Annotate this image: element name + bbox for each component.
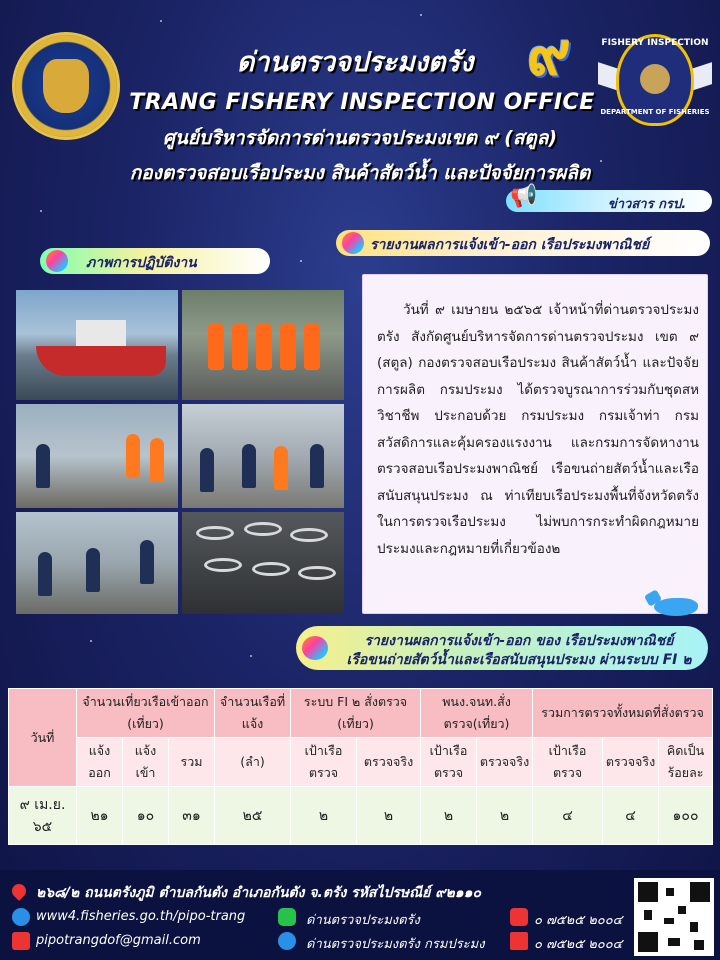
- col-officer-actual: ตรวจจริง: [477, 738, 533, 787]
- col-group-officer: พนง.จนท.สั่งตรวจ(เที่ยว): [421, 689, 533, 738]
- qr-module: [666, 888, 674, 896]
- cell-fi2-target: ๒: [291, 787, 357, 845]
- table-row: [9, 787, 713, 845]
- star: [160, 20, 162, 22]
- person: [310, 444, 324, 488]
- col-group-total: รวมการตรวจทั้งหมดที่สั่งตรวจ: [533, 689, 713, 738]
- fish-icon: [244, 522, 282, 536]
- fish-icon: [302, 636, 328, 660]
- fish-icon: [204, 558, 242, 572]
- person: [232, 324, 248, 370]
- col-unit: (ลำ): [215, 738, 291, 787]
- person: [208, 324, 224, 370]
- photo-pier-inspection: [16, 512, 178, 614]
- col-percent: คิดเป็นร้อยละ: [659, 738, 713, 787]
- photo-fishing-boat: [16, 290, 178, 400]
- footer-website[interactable]: www4.fisheries.go.th/pipo-trang: [36, 909, 246, 924]
- person: [280, 324, 296, 370]
- person: [126, 434, 140, 478]
- fish-icon: [46, 250, 68, 272]
- report-paragraph: วันที่ ๙ เมษายน ๒๕๖๕ เจ้าหน้าที่ด่านตรวจประมงตรัง สังกัดศูนย์บริหารจัดการด่านตรวจประมง เขต ๙ (สตูล) กองตรวจสอบเรือประมง สินค้าสัตว์น้ำ และปัจจัยการผลิต กรมประมง ได้ตรวจบูรณาการร่วมกับชุดสหวิชาชีพ ประกอบด้วย กรมประมง กรมเจ้าท่า กรมสวัสดิการและคุ้มครองแรงงาน และกรมการจัดหางาน ตรวจสอบเรือประมงพาณิชย์ เรือขนถ่ายสัตว์น้ำและเรือสนับสนุนประมง ณ ท่าเทียบเรือประมงพื้นที่จังหวัดตรัง ในการตรวจเรือประมง ไม่พบการกระทำผิดกฎหมายประมงและกฎหมายที่เกี่ยวข้อง๒: [377, 302, 699, 557]
- col-group-fi2: ระบบ FI ๒ สั่งตรวจ (เที่ยว): [291, 689, 421, 738]
- cell-officer-target: ๒: [421, 787, 477, 845]
- footer-line[interactable]: ด่านตรวจประมงตรัง: [306, 913, 420, 928]
- person: [304, 324, 320, 370]
- person: [86, 548, 100, 592]
- col-out: แจ้งออก: [77, 738, 123, 787]
- footer-email[interactable]: pipotrangdof@gmail.com: [36, 933, 201, 948]
- col-total-actual: ตรวจจริง: [603, 738, 659, 787]
- col-date: วันที่: [9, 689, 77, 787]
- cell-sum: ๓๑: [169, 787, 215, 845]
- department-of-fisheries-logo: [12, 32, 120, 140]
- col-fi2-actual: ตรวจจริง: [357, 738, 421, 787]
- person: [140, 540, 154, 584]
- cell-officer-actual: ๒: [477, 787, 533, 845]
- qr-finder: [690, 882, 710, 902]
- cell-total-actual: ๔: [603, 787, 659, 845]
- fishery-inspection-logo: [596, 34, 714, 126]
- photo-fish-catch: [182, 512, 344, 614]
- col-group-trips: จำนวนเที่ยวเรือเข้าออก (เที่ยว): [77, 689, 215, 738]
- fi2-label-line2: เรือขนถ่ายสัตว์น้ำและเรือสนับสนุนประมง ผ่านระบบ FI ๒: [346, 652, 692, 668]
- globe-icon: [12, 908, 30, 926]
- footer-fax: ๐ ๗๕๒๕ ๒๐๐๔: [534, 937, 623, 952]
- emblem-icon: [640, 64, 670, 94]
- fax-icon: [510, 932, 528, 950]
- cell-total-target: ๔: [533, 787, 603, 845]
- region-number-badge: ๙: [527, 19, 571, 89]
- news-badge: [506, 184, 712, 212]
- table-subheader-row: [9, 738, 713, 787]
- cell-date: ๙ เม.ย. ๖๕: [9, 787, 77, 845]
- page-title-thai: ด่านตรวจประมงตรัง: [236, 47, 474, 78]
- whale-body: [654, 598, 698, 616]
- facebook-icon: [278, 932, 296, 950]
- activities-label-text: ภาพการปฏิบัติงาน: [86, 255, 197, 271]
- person: [36, 444, 50, 488]
- star: [300, 260, 302, 262]
- person: [38, 552, 52, 596]
- line-icon: [278, 908, 296, 926]
- star: [90, 640, 92, 642]
- person: [150, 438, 164, 482]
- fish-icon: [290, 528, 328, 542]
- phone-icon: [510, 908, 528, 926]
- person: [274, 446, 288, 490]
- fish-icon: [342, 232, 364, 254]
- cell-out: ๒๑: [77, 787, 123, 845]
- person: [200, 448, 214, 492]
- photo-inspection-team: [182, 290, 344, 400]
- boat-hull: [36, 346, 166, 376]
- emblem-icon: [43, 59, 89, 113]
- fish-icon: [196, 526, 234, 540]
- col-sum: รวม: [169, 738, 215, 787]
- megaphone-icon: 📢: [510, 184, 538, 209]
- cell-in: ๑๐: [123, 787, 169, 845]
- fish-icon: [298, 566, 336, 580]
- fi2-label-line1: รายงานผลการแจ้งเข้า-ออก ของ เรือประมงพาณิชย์: [364, 633, 674, 649]
- page-title-english: TRANG FISHERY INSPECTION OFFICE: [129, 90, 595, 115]
- page-subtitle-division: กองตรวจสอบเรือประมง สินค้าสัตว์น้ำ และปัจจัยการผลิต: [129, 162, 591, 184]
- qr-code[interactable]: [634, 878, 714, 956]
- boat-cabin: [76, 320, 126, 348]
- star: [40, 210, 42, 212]
- qr-module: [644, 910, 652, 920]
- qr-module: [664, 918, 674, 924]
- fish-icon: [252, 562, 290, 576]
- col-fi2-target: เป้าเรือตรวจ: [291, 738, 357, 787]
- qr-module: [678, 906, 686, 914]
- email-icon: [12, 932, 30, 950]
- col-in: แจ้งเข้า: [123, 738, 169, 787]
- qr-module: [690, 922, 698, 932]
- qr-finder: [638, 932, 658, 952]
- fi2-report-label: [296, 626, 708, 670]
- logo-text-top: FISHERY INSPECTION: [601, 38, 709, 48]
- person: [242, 444, 256, 488]
- qr-module: [668, 938, 680, 946]
- footer-address: ๒๖๘/๒ ถนนตรังภูมิ ตำบลกันตัง อำเภอกันตัง จ.ตรัง รหัสไปรษณีย์ ๙๒๑๑๐: [36, 885, 482, 901]
- news-badge-label: ข่าวสาร กรป.: [607, 197, 687, 212]
- cell-boats: ๒๕: [215, 787, 291, 845]
- col-officer-target: เป้าเรือตรวจ: [421, 738, 477, 787]
- report-section-label: [336, 230, 710, 256]
- cell-percent: ๑๐๐: [659, 787, 713, 845]
- person: [256, 324, 272, 370]
- cell-fi2-actual: ๒: [357, 787, 421, 845]
- table-header-row: [9, 689, 713, 738]
- photo-crew-check: [16, 404, 178, 508]
- report-label-text: รายงานผลการแจ้งเข้า-ออก เรือประมงพาณิชย์: [370, 237, 650, 253]
- col-total-target: เป้าเรือตรวจ: [533, 738, 603, 787]
- footer-facebook[interactable]: ด่านตรวจประมงตรัง กรมประมง: [306, 937, 485, 952]
- star: [250, 655, 252, 657]
- page-subtitle-center: ศูนย์บริหารจัดการด่านตรวจประมงเขต ๙ (สตูล): [162, 127, 558, 149]
- photo-document-review: [182, 404, 344, 508]
- logo-text-bottom: DEPARTMENT OF FISHERIES: [600, 108, 710, 116]
- qr-module: [694, 940, 704, 950]
- report-text-box: [362, 274, 708, 614]
- footer-phone: ๐ ๗๕๒๕ ๒๐๐๔: [534, 913, 623, 928]
- qr-finder: [638, 882, 658, 902]
- whale-icon: [646, 590, 706, 618]
- activity-photo-grid: [16, 290, 344, 614]
- star: [420, 14, 422, 16]
- activities-section-label: [40, 248, 270, 274]
- inspection-stats-table: [8, 688, 713, 845]
- col-group-boats: จำนวนเรือที่แจ้ง: [215, 689, 291, 738]
